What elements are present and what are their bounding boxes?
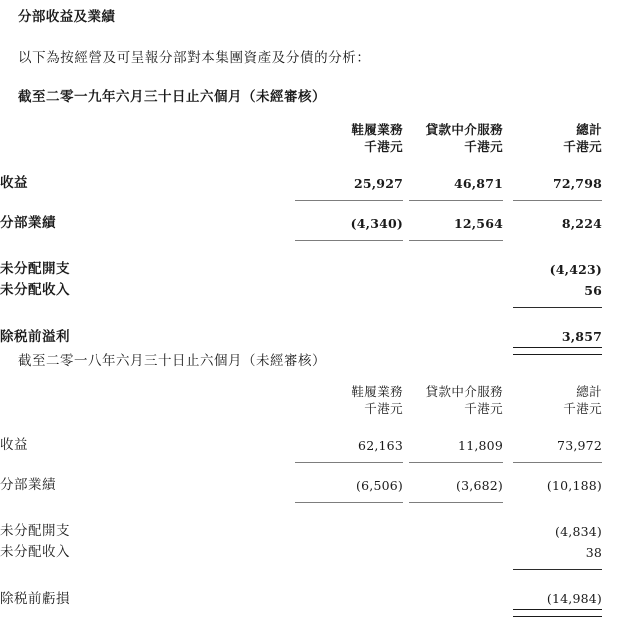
row-label-profit-before-tax: 除税前溢利 — [0, 328, 70, 345]
double-rule-under-loss-before-tax — [0, 610, 640, 617]
cell-loss-before-tax-total: (14,984) — [546, 591, 602, 606]
section-title: 分部收益及業績 — [18, 9, 116, 25]
segment-table-2019 — [0, 121, 640, 355]
column-header-footwear-unit: 千港元 — [364, 401, 403, 416]
column-header-total-label: 總計 — [576, 122, 602, 137]
cell-unallocated-expenses-loan-brokerage — [409, 259, 503, 280]
table-header-row — [0, 121, 640, 155]
column-header-loan-brokerage — [409, 121, 503, 155]
cell-unallocated-expenses-footwear — [295, 521, 403, 542]
table-row-unallocated-expenses — [0, 521, 640, 542]
spacer — [0, 417, 640, 435]
spacer — [0, 308, 640, 327]
cell-revenue-footwear: 25,927 — [353, 176, 403, 191]
cell-loss-before-tax-footwear — [295, 588, 403, 610]
row-label-segment-results: 分部業績 — [0, 477, 56, 493]
spacer — [0, 503, 640, 522]
column-header-total-label: 總計 — [576, 384, 602, 399]
column-header-total-unit: 千港元 — [563, 401, 602, 416]
spacer — [0, 155, 640, 173]
spacer — [0, 241, 640, 260]
cell-segment-results-total: 8,224 — [561, 216, 602, 231]
table-row-unallocated-expenses — [0, 259, 640, 280]
cell-revenue-footwear: 62,163 — [358, 438, 403, 453]
header-pad — [602, 383, 640, 417]
cell-segment-results-loan-brokerage: (3,682) — [456, 478, 503, 493]
cell-segment-results-footwear: (4,340) — [350, 216, 403, 231]
header-gap-2 — [503, 121, 513, 155]
cell-segment-results-footwear: (6,506) — [356, 478, 403, 493]
column-header-total-unit: 千港元 — [563, 139, 602, 154]
cell-unallocated-expenses-total: (4,834) — [555, 524, 602, 539]
cell-profit-before-tax-footwear — [295, 326, 403, 348]
table-row-revenue — [0, 173, 640, 194]
table-row-revenue — [0, 435, 640, 456]
cell-revenue-loan-brokerage: 11,809 — [458, 438, 503, 453]
table-row-profit-before-tax — [0, 326, 640, 348]
row-label-loss-before-tax: 除税前虧損 — [0, 590, 70, 607]
row-label-unallocated-expenses: 未分配開支 — [0, 523, 70, 539]
table-row-segment-results — [0, 213, 640, 234]
header-blank — [0, 383, 295, 417]
column-header-footwear — [295, 121, 403, 155]
cell-revenue-loan-brokerage: 46,871 — [453, 176, 503, 191]
cell-unallocated-income-total: 38 — [585, 545, 602, 560]
column-header-loan-brokerage-unit: 千港元 — [464, 401, 503, 416]
row-label-revenue: 收益 — [0, 175, 28, 191]
cell-unallocated-expenses-footwear — [295, 259, 403, 280]
period-heading-2018: 截至二零一八年六月三十日止六個月（未經審核） — [18, 353, 326, 369]
spacer — [0, 463, 640, 476]
cell-profit-before-tax-loan-brokerage — [409, 326, 503, 348]
table-row-segment-results — [0, 475, 640, 496]
cell-unallocated-income-footwear — [295, 542, 403, 563]
header-pad — [602, 121, 640, 155]
spacer — [0, 201, 640, 214]
cell-unallocated-income-loan-brokerage — [409, 280, 503, 301]
column-header-loan-brokerage-label: 貸款中介服務 — [425, 122, 503, 137]
column-header-footwear-unit: 千港元 — [364, 139, 403, 154]
header-blank — [0, 121, 295, 155]
cell-revenue-total: 73,972 — [557, 438, 602, 453]
cell-loss-before-tax-loan-brokerage — [409, 588, 503, 610]
cell-unallocated-income-footwear — [295, 280, 403, 301]
column-header-loan-brokerage — [409, 383, 503, 417]
spacer — [0, 570, 640, 589]
cell-unallocated-expenses-total: (4,423) — [549, 262, 602, 277]
column-header-footwear-label: 鞋履業務 — [351, 122, 403, 137]
column-header-footwear-label: 鞋履業務 — [351, 384, 403, 399]
cell-segment-results-total: (10,188) — [546, 478, 602, 493]
cell-revenue-total: 72,798 — [552, 176, 602, 191]
table-row-unallocated-income — [0, 280, 640, 301]
header-gap-2 — [503, 383, 513, 417]
row-label-unallocated-income: 未分配收入 — [0, 544, 70, 560]
row-label-unallocated-expenses: 未分配開支 — [0, 261, 70, 277]
cell-profit-before-tax-total: 3,857 — [561, 329, 602, 344]
cell-unallocated-income-total: 56 — [584, 283, 602, 298]
table-header-row — [0, 383, 640, 417]
row-label-segment-results: 分部業績 — [0, 215, 56, 231]
column-header-loan-brokerage-label: 貸款中介服務 — [425, 384, 503, 399]
intro-paragraph: 以下為按經營及可呈報分部對本集團資產及分債的分析： — [18, 50, 371, 66]
column-header-total — [513, 383, 602, 417]
column-header-total — [513, 121, 602, 155]
cell-unallocated-income-loan-brokerage — [409, 542, 503, 563]
period-heading-2019: 截至二零一九年六月三十日止六個月（未經審核） — [18, 89, 326, 105]
cell-segment-results-loan-brokerage: 12,564 — [453, 216, 503, 231]
column-header-footwear — [295, 383, 403, 417]
table-row-loss-before-tax — [0, 588, 640, 610]
column-header-loan-brokerage-unit: 千港元 — [464, 139, 503, 154]
row-label-revenue: 收益 — [0, 437, 28, 453]
row-label-unallocated-income: 未分配收入 — [0, 282, 70, 298]
segment-table-2018 — [0, 383, 640, 617]
table-row-unallocated-income — [0, 542, 640, 563]
cell-unallocated-expenses-loan-brokerage — [409, 521, 503, 542]
